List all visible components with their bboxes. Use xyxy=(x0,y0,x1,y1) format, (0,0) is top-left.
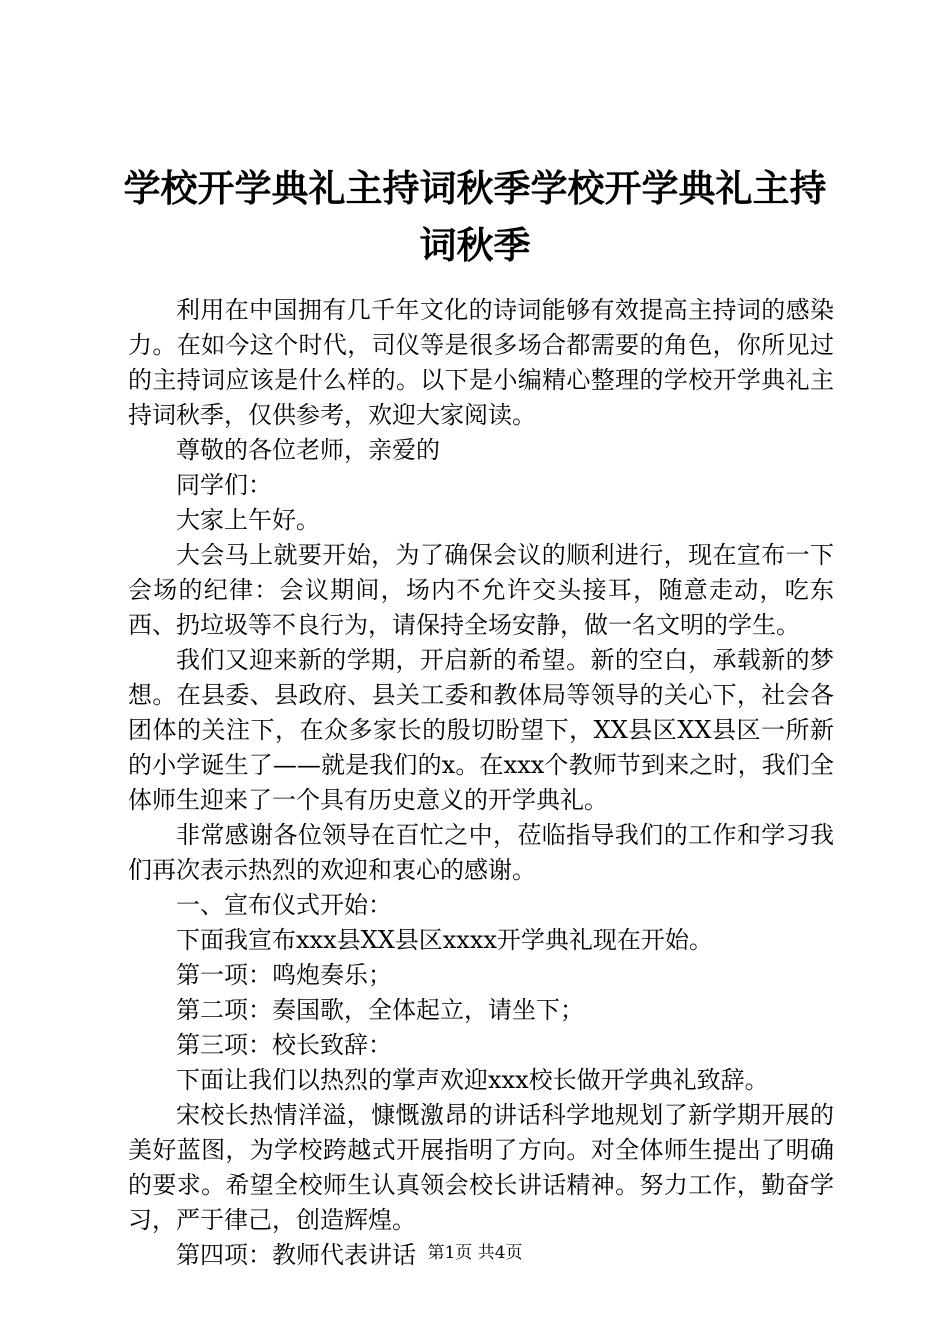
paragraph: 非常感谢各位领导在百忙之中，莅临指导我们的工作和学习我们再次表示热烈的欢迎和衷心的感谢。 xyxy=(128,821,834,884)
paragraph: 第四项：教师代表讲话 xyxy=(176,1241,416,1269)
paragraph: 一、宣布仪式开始： xyxy=(176,891,392,919)
document-body xyxy=(128,293,834,1273)
paragraph: 第三项：校长致辞： xyxy=(176,1031,392,1059)
paragraph: 下面让我们以热烈的掌声欢迎xxx校长做开学典礼致辞。 xyxy=(176,1066,769,1094)
paragraph: 第二项：奏国歌，全体起立，请坐下； xyxy=(176,996,584,1024)
paragraph: 大家上午好。 xyxy=(176,506,320,534)
document-title: 学校开学典礼主持词秋季学校开学典礼主持词秋季 xyxy=(123,167,827,267)
paragraph: 大会马上就要开始，为了确保会议的顺利进行，现在宣布一下会场的纪律：会议期间，场内不允许交头接耳，随意走动，吃东西、扔垃圾等不良行为，请保持全场安静，做一名文明的学生。 xyxy=(128,541,834,639)
paragraph: 下面我宣布xxx县XX县区xxxx开学典礼现在开始。 xyxy=(176,926,713,954)
paragraph: 我们又迎来新的学期，开启新的希望。新的空白，承载新的梦想。在县委、县政府、县关工委和教体局等领导的关心下，社会各团体的关注下，在众多家长的殷切盼望下，XX县区XX县区一所新的小学诞生了——就是我们的x。在xxx个教师节到来之时，我们全体师生迎来了一个具有历史意义的开学典礼。 xyxy=(128,646,834,814)
paragraph: 宋校长热情洋溢，慷慨激昂的讲话科学地规划了新学期开展的美好蓝图，为学校跨越式开展指明了方向。对全体师生提出了明确的要求。希望全校师生认真领会校长讲话精神。努力工作，勤奋学习，严于律己，创造辉煌。 xyxy=(128,1101,834,1234)
paragraph: 同学们： xyxy=(176,471,272,499)
paragraph: 尊敬的各位老师，亲爱的 xyxy=(176,436,440,464)
page-number-footer: 第1页 共4页 xyxy=(427,1243,523,1263)
paragraph: 利用在中国拥有几千年文化的诗词能够有效提高主持词的感染力。在如今这个时代，司仪等是很多场合都需要的角色，你所见过的主持词应该是什么样的。以下是小编精心整理的学校开学典礼主持词秋季，仅供参考，欢迎大家阅读。 xyxy=(128,296,834,429)
paragraph: 第一项：鸣炮奏乐； xyxy=(176,961,392,989)
